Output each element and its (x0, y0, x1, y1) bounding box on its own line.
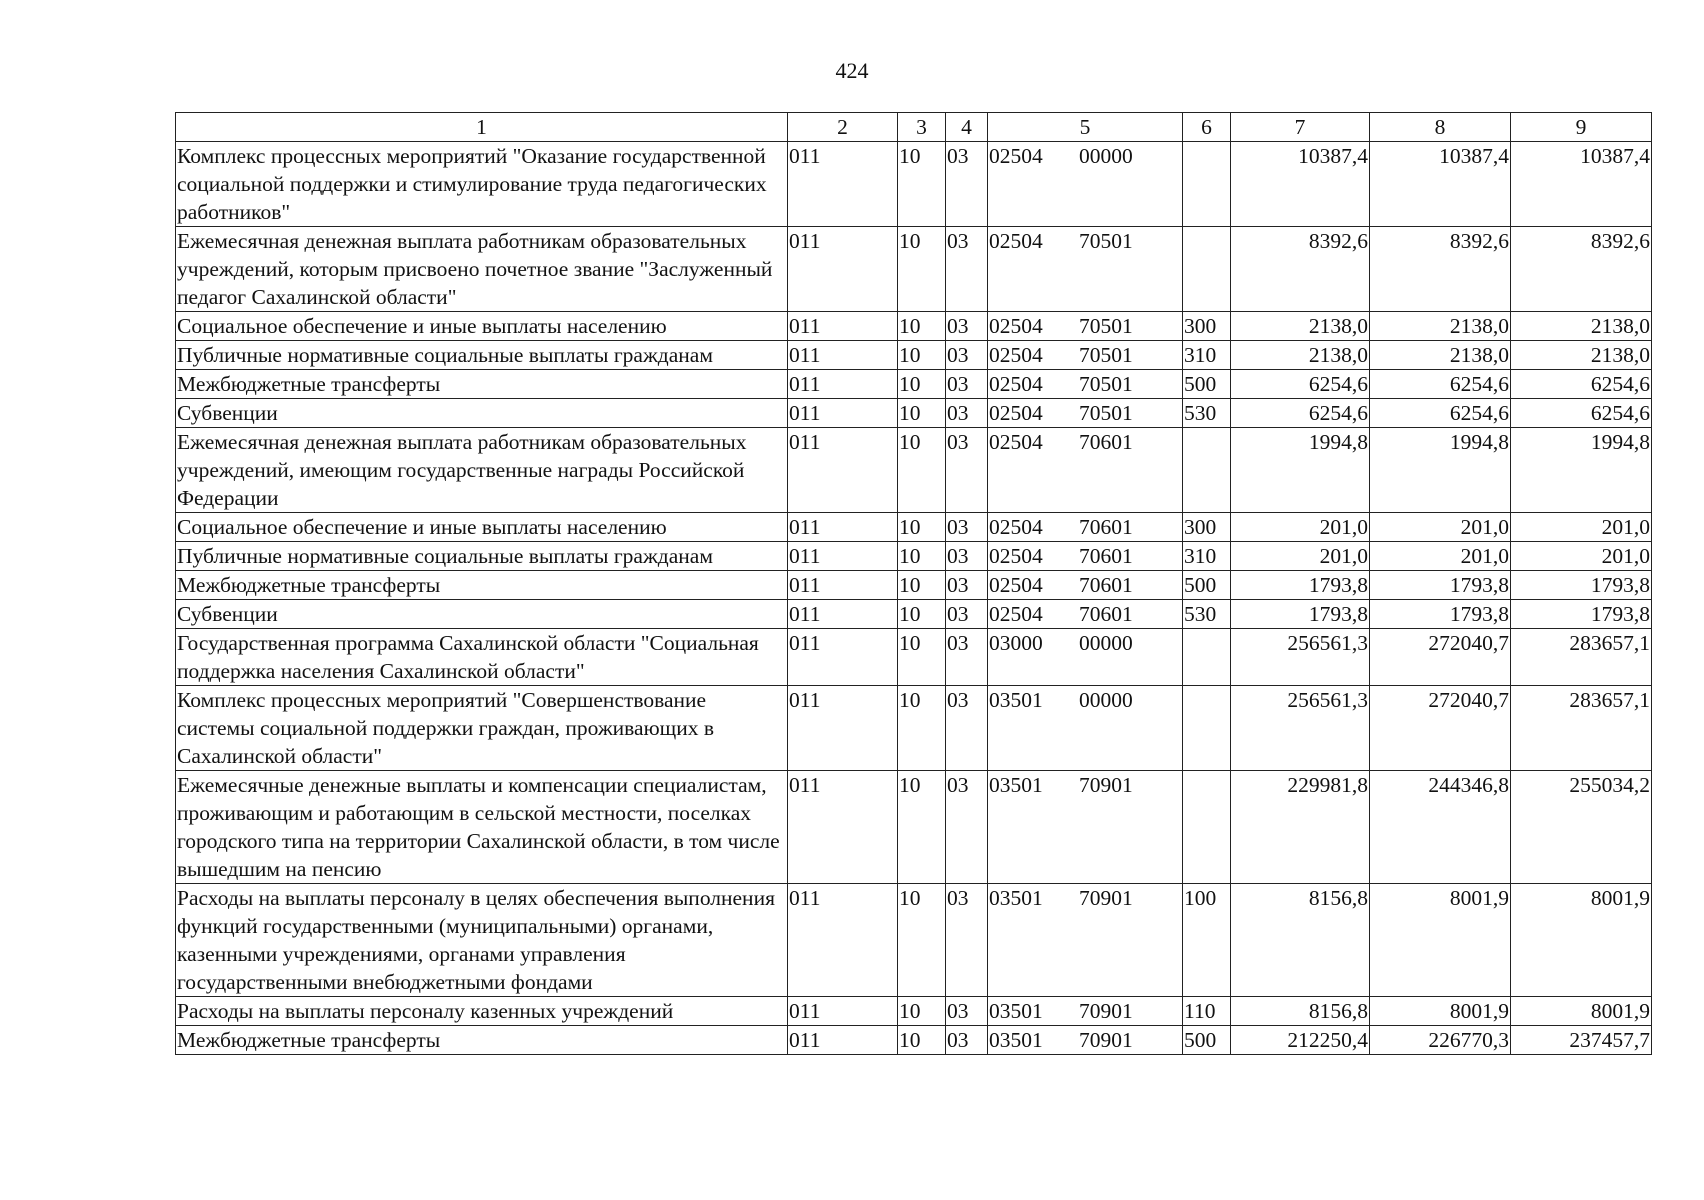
target-article-program: 03501 (989, 773, 1043, 797)
amount-col8-cell: 8392,6 (1370, 227, 1511, 312)
section-cell: 10 (898, 571, 946, 600)
target-article-direction: 00000 (1079, 631, 1133, 655)
target-article-cell (988, 1026, 1183, 1055)
ministry-code-cell: 011 (788, 341, 898, 370)
target-article-cell (988, 341, 1183, 370)
section-cell: 10 (898, 312, 946, 341)
amount-col8-cell: 244346,8 (1370, 771, 1511, 884)
target-article-program: 03501 (989, 688, 1043, 712)
target-article-program: 02504 (989, 314, 1043, 338)
subsection-cell: 03 (946, 399, 988, 428)
expense-type-cell (1183, 227, 1231, 312)
subsection-cell: 03 (946, 571, 988, 600)
row-name-cell: Расходы на выплаты персоналу в целях обеспечения выполнения функций государственными (муниципальными) органами, казенными учреждениями, органами управления государственными внебюджетными фондами (176, 884, 788, 997)
ministry-code-cell: 011 (788, 884, 898, 997)
expense-type-cell: 500 (1183, 1026, 1231, 1055)
ministry-code-cell: 011 (788, 399, 898, 428)
target-article-cell (988, 686, 1183, 771)
section-cell: 10 (898, 997, 946, 1026)
amount-col9-cell: 8001,9 (1511, 997, 1652, 1026)
amount-col8-cell: 1994,8 (1370, 428, 1511, 513)
table-body (176, 142, 1652, 1055)
amount-col7-cell: 1793,8 (1231, 600, 1370, 629)
row-name-cell: Межбюджетные трансферты (176, 1026, 788, 1055)
amount-col8-cell: 2138,0 (1370, 312, 1511, 341)
header-cell: 9 (1511, 113, 1652, 142)
subsection-cell: 03 (946, 312, 988, 341)
ministry-code-cell: 011 (788, 771, 898, 884)
table-row (176, 686, 1652, 771)
amount-col7-cell: 256561,3 (1231, 686, 1370, 771)
table-row (176, 513, 1652, 542)
ministry-code-cell: 011 (788, 571, 898, 600)
subsection-cell: 03 (946, 1026, 988, 1055)
target-article-program: 02504 (989, 544, 1043, 568)
budget-table (175, 112, 1652, 1055)
ministry-code-cell: 011 (788, 428, 898, 513)
row-name-cell: Комплекс процессных мероприятий "Совершенствование системы социальной поддержки граждан, проживающих в Сахалинской области" (176, 686, 788, 771)
amount-col9-cell: 8392,6 (1511, 227, 1652, 312)
amount-col9-cell: 2138,0 (1511, 341, 1652, 370)
row-name-cell: Публичные нормативные социальные выплаты гражданам (176, 542, 788, 571)
target-article-direction: 70501 (1079, 229, 1133, 253)
target-article-program: 02504 (989, 401, 1043, 425)
target-article-cell (988, 771, 1183, 884)
table-row (176, 884, 1652, 997)
target-article-cell (988, 227, 1183, 312)
target-article-program: 02504 (989, 515, 1043, 539)
amount-col7-cell: 6254,6 (1231, 370, 1370, 399)
row-name-cell: Субвенции (176, 600, 788, 629)
target-article-direction: 70601 (1079, 602, 1133, 626)
table-row (176, 542, 1652, 571)
ministry-code-cell: 011 (788, 142, 898, 227)
header-cell: 5 (988, 113, 1183, 142)
section-cell: 10 (898, 341, 946, 370)
target-article-direction: 70901 (1079, 886, 1133, 910)
table-header (176, 113, 1652, 142)
target-article-program: 02504 (989, 144, 1043, 168)
amount-col8-cell: 226770,3 (1370, 1026, 1511, 1055)
expense-type-cell: 500 (1183, 571, 1231, 600)
table-row (176, 428, 1652, 513)
amount-col7-cell: 6254,6 (1231, 399, 1370, 428)
table-row (176, 312, 1652, 341)
target-article-direction: 70901 (1079, 773, 1133, 797)
amount-col8-cell: 6254,6 (1370, 370, 1511, 399)
subsection-cell: 03 (946, 370, 988, 399)
amount-col8-cell: 8001,9 (1370, 884, 1511, 997)
header-cell: 2 (788, 113, 898, 142)
ministry-code-cell: 011 (788, 600, 898, 629)
expense-type-cell (1183, 771, 1231, 884)
section-cell: 10 (898, 142, 946, 227)
amount-col7-cell: 201,0 (1231, 542, 1370, 571)
header-cell: 4 (946, 113, 988, 142)
amount-col9-cell: 6254,6 (1511, 399, 1652, 428)
amount-col8-cell: 272040,7 (1370, 686, 1511, 771)
amount-col7-cell: 10387,4 (1231, 142, 1370, 227)
amount-col7-cell: 212250,4 (1231, 1026, 1370, 1055)
expense-type-cell (1183, 428, 1231, 513)
expense-type-cell (1183, 686, 1231, 771)
target-article-direction: 70901 (1079, 1028, 1133, 1052)
expense-type-cell: 110 (1183, 997, 1231, 1026)
row-name-cell: Социальное обеспечение и иные выплаты населению (176, 312, 788, 341)
row-name-cell: Государственная программа Сахалинской области "Социальная поддержка населения Сахалинской области" (176, 629, 788, 686)
target-article-program: 03000 (989, 631, 1043, 655)
amount-col9-cell: 201,0 (1511, 542, 1652, 571)
section-cell: 10 (898, 884, 946, 997)
amount-col8-cell: 10387,4 (1370, 142, 1511, 227)
target-article-direction: 70601 (1079, 430, 1133, 454)
amount-col8-cell: 201,0 (1370, 542, 1511, 571)
table-row (176, 629, 1652, 686)
target-article-program: 02504 (989, 372, 1043, 396)
amount-col8-cell: 1793,8 (1370, 571, 1511, 600)
header-cell: 3 (898, 113, 946, 142)
subsection-cell: 03 (946, 227, 988, 312)
target-article-cell (988, 513, 1183, 542)
ministry-code-cell: 011 (788, 686, 898, 771)
amount-col7-cell: 2138,0 (1231, 341, 1370, 370)
target-article-cell (988, 428, 1183, 513)
ministry-code-cell: 011 (788, 513, 898, 542)
row-name-cell: Комплекс процессных мероприятий "Оказание государственной социальной поддержки и стимулирование труда педагогических работников" (176, 142, 788, 227)
amount-col7-cell: 8156,8 (1231, 884, 1370, 997)
section-cell: 10 (898, 1026, 946, 1055)
row-name-cell: Публичные нормативные социальные выплаты гражданам (176, 341, 788, 370)
page-number: 424 (835, 58, 869, 83)
ministry-code-cell: 011 (788, 629, 898, 686)
section-cell: 10 (898, 399, 946, 428)
expense-type-cell: 100 (1183, 884, 1231, 997)
target-article-cell (988, 997, 1183, 1026)
ministry-code-cell: 011 (788, 997, 898, 1026)
target-article-cell (988, 629, 1183, 686)
table-row (176, 997, 1652, 1026)
target-article-program: 03501 (989, 1028, 1043, 1052)
target-article-program: 02504 (989, 602, 1043, 626)
target-article-direction: 70501 (1079, 372, 1133, 396)
subsection-cell: 03 (946, 142, 988, 227)
amount-col7-cell: 2138,0 (1231, 312, 1370, 341)
table-row (176, 1026, 1652, 1055)
ministry-code-cell: 011 (788, 227, 898, 312)
target-article-cell (988, 312, 1183, 341)
target-article-program: 02504 (989, 343, 1043, 367)
section-cell: 10 (898, 513, 946, 542)
section-cell: 10 (898, 227, 946, 312)
amount-col9-cell: 1793,8 (1511, 571, 1652, 600)
amount-col8-cell: 201,0 (1370, 513, 1511, 542)
amount-col7-cell: 8156,8 (1231, 997, 1370, 1026)
header-cell: 8 (1370, 113, 1511, 142)
amount-col9-cell: 237457,7 (1511, 1026, 1652, 1055)
amount-col7-cell: 1994,8 (1231, 428, 1370, 513)
section-cell: 10 (898, 370, 946, 399)
table-row (176, 600, 1652, 629)
target-article-cell (988, 600, 1183, 629)
amount-col9-cell: 10387,4 (1511, 142, 1652, 227)
target-article-cell (988, 884, 1183, 997)
ministry-code-cell: 011 (788, 370, 898, 399)
row-name-cell: Межбюджетные трансферты (176, 370, 788, 399)
target-article-cell (988, 399, 1183, 428)
amount-col9-cell: 6254,6 (1511, 370, 1652, 399)
target-article-direction: 70501 (1079, 314, 1133, 338)
amount-col8-cell: 6254,6 (1370, 399, 1511, 428)
amount-col9-cell: 255034,2 (1511, 771, 1652, 884)
table-row (176, 399, 1652, 428)
amount-col9-cell: 201,0 (1511, 513, 1652, 542)
target-article-direction: 70501 (1079, 401, 1133, 425)
amount-col8-cell: 272040,7 (1370, 629, 1511, 686)
amount-col8-cell: 8001,9 (1370, 997, 1511, 1026)
section-cell: 10 (898, 600, 946, 629)
subsection-cell: 03 (946, 997, 988, 1026)
target-article-cell (988, 370, 1183, 399)
subsection-cell: 03 (946, 428, 988, 513)
target-article-cell (988, 571, 1183, 600)
row-name-cell: Социальное обеспечение и иные выплаты населению (176, 513, 788, 542)
ministry-code-cell: 011 (788, 542, 898, 571)
expense-type-cell: 310 (1183, 542, 1231, 571)
row-name-cell: Ежемесячные денежные выплаты и компенсации специалистам, проживающим и работающим в сельской местности, поселках городского типа на территории Сахалинской области, в том числе вышедшим на пенсию (176, 771, 788, 884)
expense-type-cell (1183, 629, 1231, 686)
amount-col9-cell: 1793,8 (1511, 600, 1652, 629)
expense-type-cell: 530 (1183, 399, 1231, 428)
target-article-direction: 00000 (1079, 688, 1133, 712)
table-row (176, 370, 1652, 399)
target-article-program: 02504 (989, 573, 1043, 597)
amount-col7-cell: 1793,8 (1231, 571, 1370, 600)
header-cell: 1 (176, 113, 788, 142)
target-article-direction: 70601 (1079, 515, 1133, 539)
target-article-program: 03501 (989, 886, 1043, 910)
header-cell: 7 (1231, 113, 1370, 142)
table-row (176, 227, 1652, 312)
expense-type-cell (1183, 142, 1231, 227)
target-article-direction: 00000 (1079, 144, 1133, 168)
target-article-direction: 70601 (1079, 544, 1133, 568)
section-cell: 10 (898, 686, 946, 771)
amount-col9-cell: 1994,8 (1511, 428, 1652, 513)
header-row (176, 113, 1652, 142)
amount-col7-cell: 201,0 (1231, 513, 1370, 542)
amount-col8-cell: 2138,0 (1370, 341, 1511, 370)
row-name-cell: Расходы на выплаты персоналу казенных учреждений (176, 997, 788, 1026)
target-article-direction: 70501 (1079, 343, 1133, 367)
table-row (176, 341, 1652, 370)
amount-col9-cell: 283657,1 (1511, 629, 1652, 686)
target-article-program: 02504 (989, 229, 1043, 253)
section-cell: 10 (898, 428, 946, 513)
subsection-cell: 03 (946, 629, 988, 686)
row-name-cell: Ежемесячная денежная выплата работникам образовательных учреждений, имеющим государственные награды Российской Федерации (176, 428, 788, 513)
amount-col7-cell: 8392,6 (1231, 227, 1370, 312)
table-row (176, 771, 1652, 884)
ministry-code-cell: 011 (788, 312, 898, 341)
table-row (176, 571, 1652, 600)
table-row (176, 142, 1652, 227)
section-cell: 10 (898, 629, 946, 686)
ministry-code-cell: 011 (788, 1026, 898, 1055)
expense-type-cell: 310 (1183, 341, 1231, 370)
expense-type-cell: 500 (1183, 370, 1231, 399)
amount-col9-cell: 8001,9 (1511, 884, 1652, 997)
amount-col8-cell: 1793,8 (1370, 600, 1511, 629)
subsection-cell: 03 (946, 771, 988, 884)
amount-col9-cell: 283657,1 (1511, 686, 1652, 771)
subsection-cell: 03 (946, 513, 988, 542)
section-cell: 10 (898, 542, 946, 571)
target-article-cell (988, 142, 1183, 227)
subsection-cell: 03 (946, 884, 988, 997)
section-cell: 10 (898, 771, 946, 884)
target-article-cell (988, 542, 1183, 571)
subsection-cell: 03 (946, 600, 988, 629)
target-article-program: 02504 (989, 430, 1043, 454)
row-name-cell: Ежемесячная денежная выплата работникам образовательных учреждений, которым присвоено почетное звание "Заслуженный педагог Сахалинской области" (176, 227, 788, 312)
subsection-cell: 03 (946, 542, 988, 571)
expense-type-cell: 300 (1183, 312, 1231, 341)
target-article-direction: 70601 (1079, 573, 1133, 597)
subsection-cell: 03 (946, 686, 988, 771)
row-name-cell: Субвенции (176, 399, 788, 428)
row-name-cell: Межбюджетные трансферты (176, 571, 788, 600)
amount-col7-cell: 229981,8 (1231, 771, 1370, 884)
amount-col9-cell: 2138,0 (1511, 312, 1652, 341)
subsection-cell: 03 (946, 341, 988, 370)
amount-col7-cell: 256561,3 (1231, 629, 1370, 686)
target-article-direction: 70901 (1079, 999, 1133, 1023)
expense-type-cell: 530 (1183, 600, 1231, 629)
target-article-program: 03501 (989, 999, 1043, 1023)
header-cell: 6 (1183, 113, 1231, 142)
expense-type-cell: 300 (1183, 513, 1231, 542)
